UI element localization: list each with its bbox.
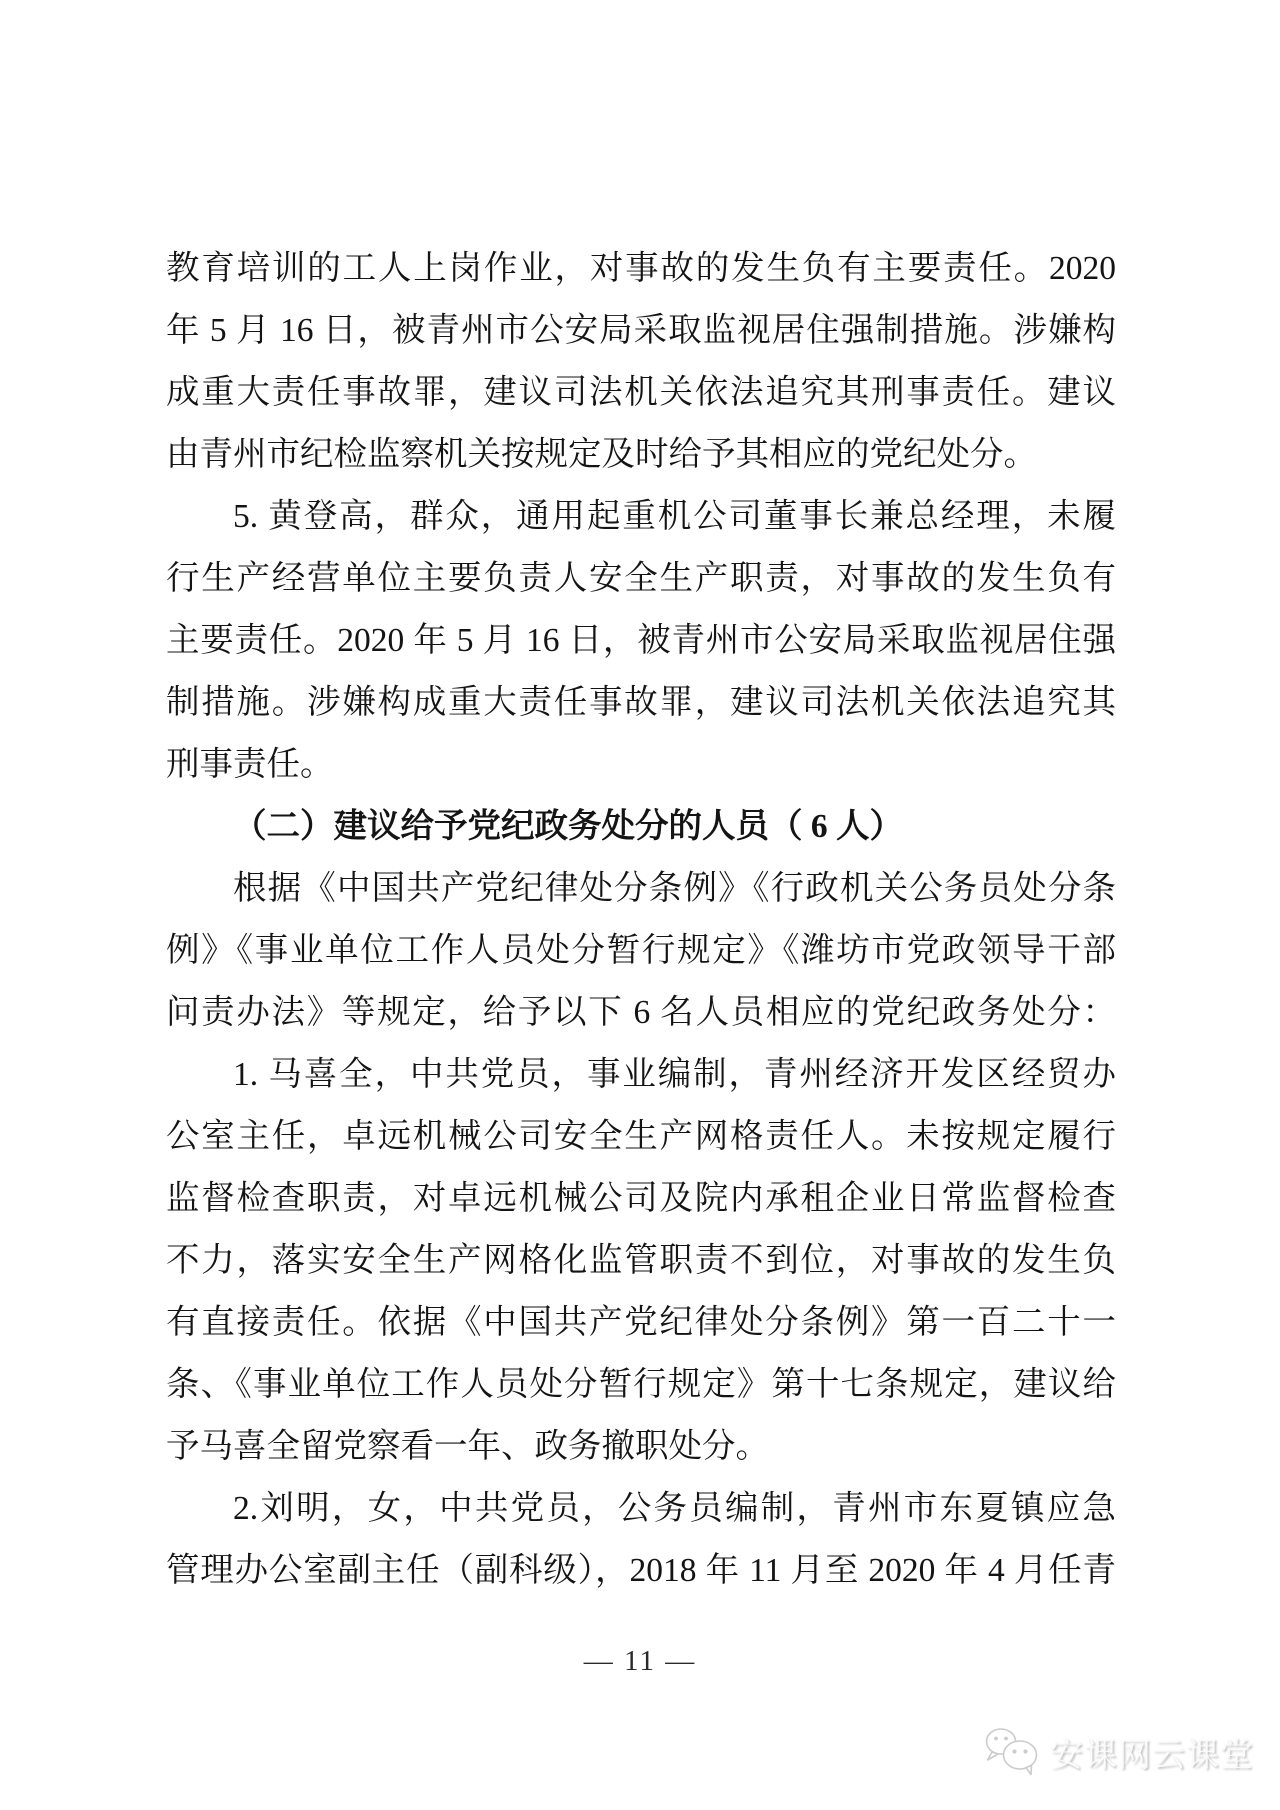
doc-text-line: 教育培训的工人上岗作业，对事故的发生负有主要责任。2020 [166,250,1116,287]
doc-text-line: 由青州市纪检监察机关按规定及时给予其相应的党纪处分。 [166,436,1037,473]
watermark [980,1726,1254,1778]
watermark-text: 安课网云课堂 [1050,1735,1254,1773]
doc-text-line: 5. 黄登高，群众，通用起重机公司董事长兼总经理，未履 [233,498,1116,535]
doc-text-line: 公室主任，卓远机械公司安全生产网格责任人。未按规定履行 [166,1118,1116,1155]
doc-text-line: 条、《事业单位工作人员处分暂行规定》第十七条规定，建议给 [166,1366,1116,1403]
document-body [166,238,1116,1602]
chat-bubbles-icon [980,1726,1044,1778]
doc-text-line: 有直接责任。依据《中国共产党纪律处分条例》第一百二十一 [166,1304,1116,1341]
doc-text-line: 予马喜全留党察看一年、政务撤职处分。 [166,1428,769,1465]
doc-text-line: 管理办公室副主任（副科级），2018 年 11 月至 2020 年 4 月任青 [166,1552,1116,1589]
doc-text-line: 监督检查职责，对卓远机械公司及院内承租企业日常监督检查 [166,1180,1116,1217]
section-heading-line: （二）建议给予党纪政务处分的人员（ 6 人） [233,808,903,845]
doc-text-line: 例》《事业单位工作人员处分暂行规定》《潍坊市党政领导干部 [166,932,1116,969]
doc-text-line: 年 5 月 16 日，被青州市公安局采取监视居住强制措施。涉嫌构 [166,312,1116,349]
doc-text-line: 制措施。涉嫌构成重大责任事故罪，建议司法机关依法追究其 [166,684,1116,721]
page-number: — 11 — [583,1645,697,1677]
doc-text-line: 行生产经营单位主要负责人安全生产职责，对事故的发生负有 [166,560,1116,597]
doc-text-line: 根据《中国共产党纪律处分条例》《行政机关公务员处分条 [233,870,1116,907]
doc-text-line: 主要责任。2020 年 5 月 16 日，被青州市公安局采取监视居住强 [166,622,1116,659]
doc-text-line: 不力，落实安全生产网格化监管职责不到位，对事故的发生负 [166,1242,1116,1279]
doc-text-line: 成重大责任事故罪，建议司法机关依法追究其刑事责任。建议 [166,374,1116,411]
doc-text-line: 刑事责任。 [166,746,334,783]
doc-text-line: 2.刘明，女，中共党员，公务员编制，青州市东夏镇应急 [233,1490,1116,1527]
doc-text-line: 1. 马喜全，中共党员，事业编制，青州经济开发区经贸办 [233,1056,1116,1093]
doc-text-line: 问责办法》等规定，给予以下 6 名人员相应的党纪政务处分： [166,994,1116,1031]
